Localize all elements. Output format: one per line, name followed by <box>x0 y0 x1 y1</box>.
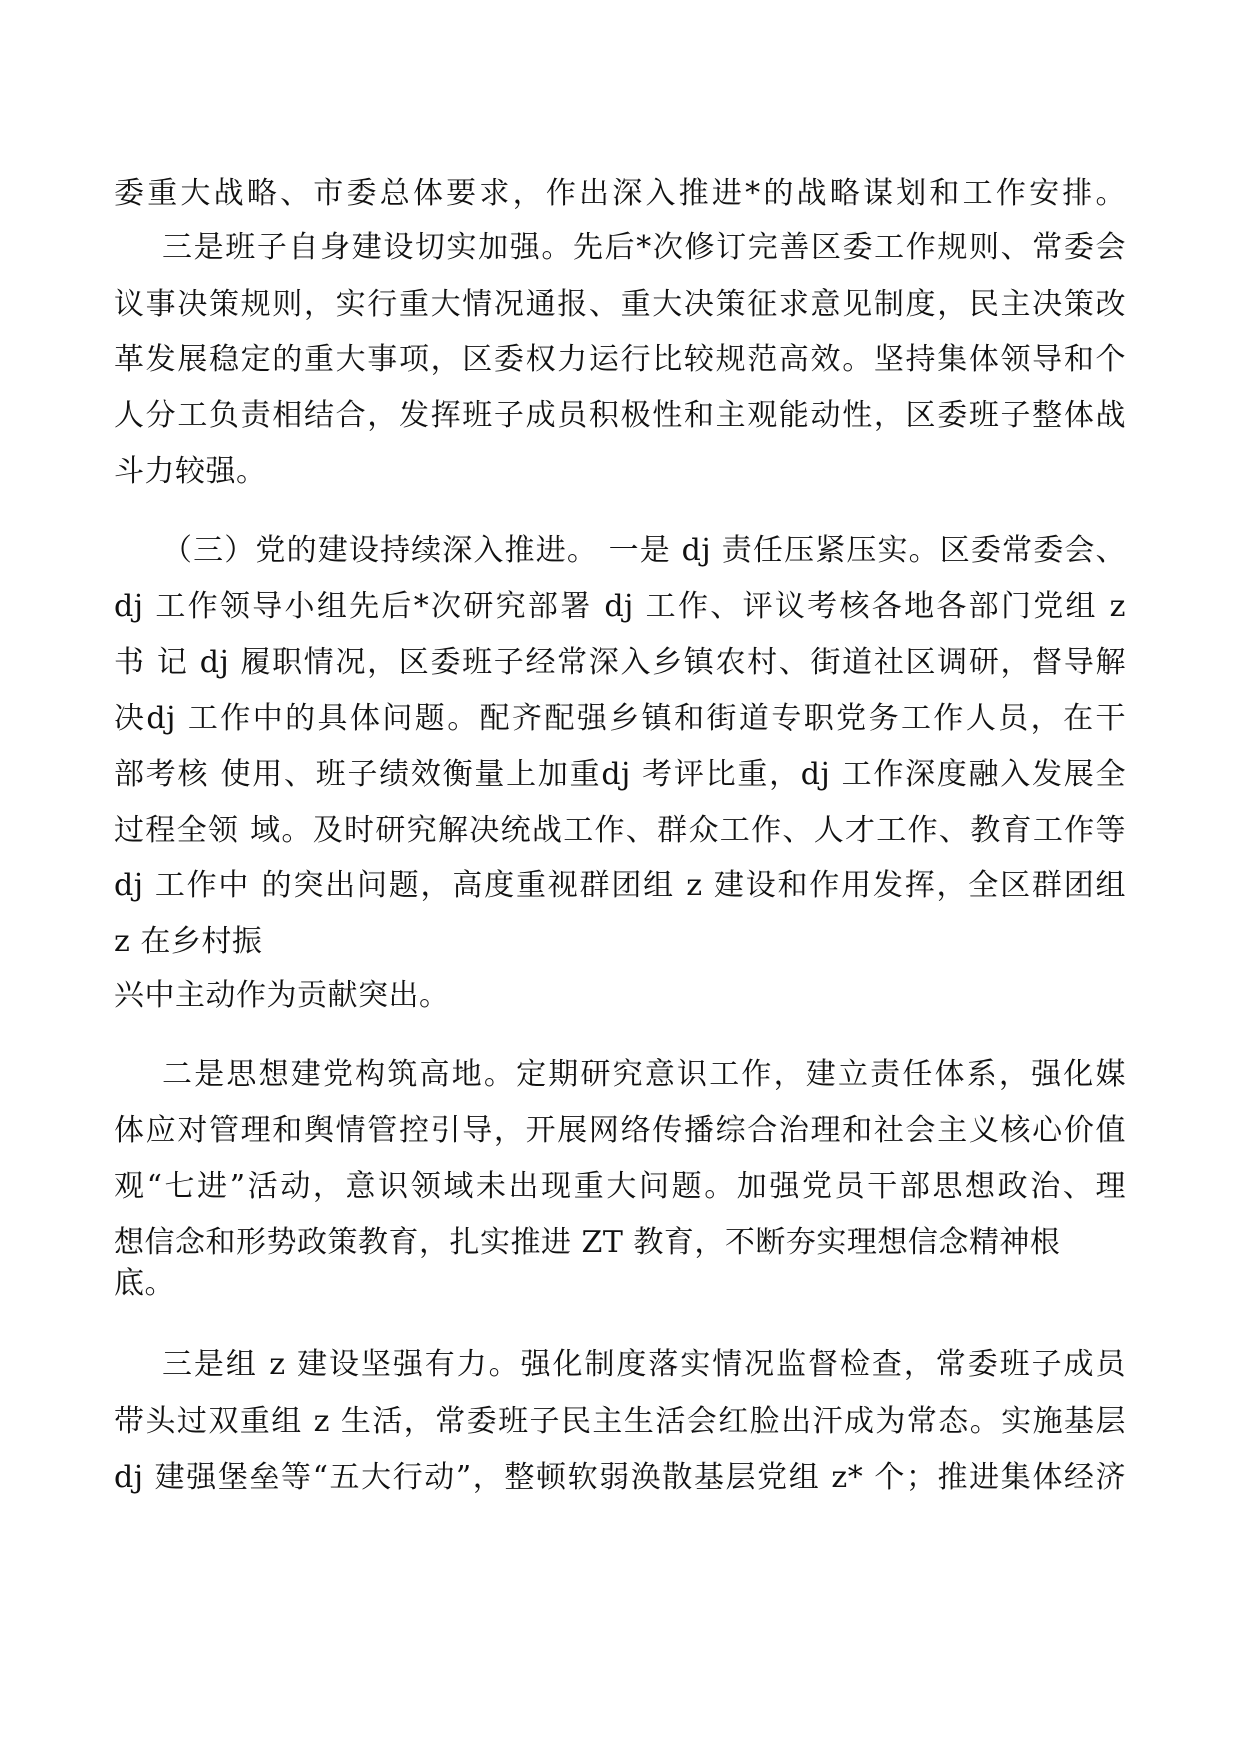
text-line-21: 三是组 z 建设坚强有力。强化制度落实情况监督检查，常委班子成员 <box>162 1347 1126 1382</box>
text-line-23: dj 建强堡垒等“五大行动”，整顿软弱涣散基层党组 z* 个；推进集体经济 <box>114 1460 1126 1495</box>
text-line-14: z 在乡村振 <box>114 924 263 959</box>
text-line-17: 体应对管理和舆情管控引导，开展网络传播综合治理和社会主义核心价值 <box>114 1113 1126 1148</box>
text-line-6: 斗力较强。 <box>114 454 267 489</box>
text-line-4: 革发展稳定的重大事项，区委权力运行比较规范高效。坚持集体领导和个 <box>114 342 1126 377</box>
text-line-1: 委重大战略、市委总体要求，作出深入推进*的战略谋划和工作安排。 <box>114 176 1126 211</box>
text-line-2: 三是班子自身建设切实加强。先后*次修订完善区委工作规则、常委会 <box>162 230 1126 265</box>
text-line-12: 过程全领 域。及时研究解决统战工作、群众工作、人才工作、教育工作等 <box>114 813 1126 848</box>
text-line-20: 底。 <box>114 1266 175 1301</box>
text-line-22: 带头过双重组 z 生活，常委班子民主生活会红脸出汗成为常态。实施基层 <box>114 1404 1126 1439</box>
text-line-7: （三）党的建设持续深入推进。 一是 dj 责任压紧压实。区委常委会、 <box>162 533 1126 568</box>
text-line-8: dj 工作领导小组先后*次研究部署 dj 工作、评议考核各地各部门党组 z <box>114 589 1126 624</box>
text-line-5: 人分工负责相结合，发挥班子成员积极性和主观能动性，区委班子整体战 <box>114 398 1126 433</box>
text-line-16: 二是思想建党构筑高地。定期研究意识工作，建立责任体系，强化媒 <box>162 1057 1126 1092</box>
text-line-15: 兴中主动作为贡献突出。 <box>114 978 450 1013</box>
text-line-3: 议事决策规则，实行重大情况通报、重大决策征求意见制度，民主决策改 <box>114 287 1126 322</box>
text-line-11: 部考核 使用、班子绩效衡量上加重dj 考评比重，dj 工作深度融入发展全 <box>114 757 1126 792</box>
text-line-9: 书 记 dj 履职情况，区委班子经常深入乡镇农村、街道社区调研，督导解 <box>114 645 1126 680</box>
text-line-10: 决dj 工作中的具体问题。配齐配强乡镇和街道专职党务工作人员，在干 <box>114 701 1126 736</box>
text-line-18: 观“七进”活动，意识领域未出现重大问题。加强党员干部思想政治、理 <box>114 1169 1126 1204</box>
text-line-19: 想信念和形势政策教育，扎实推进 ZT 教育，不断夯实理想信念精神根 <box>114 1225 1061 1260</box>
text-line-13: dj 工作中 的突出问题，高度重视群团组 z 建设和作用发挥，全区群团组 <box>114 868 1126 903</box>
